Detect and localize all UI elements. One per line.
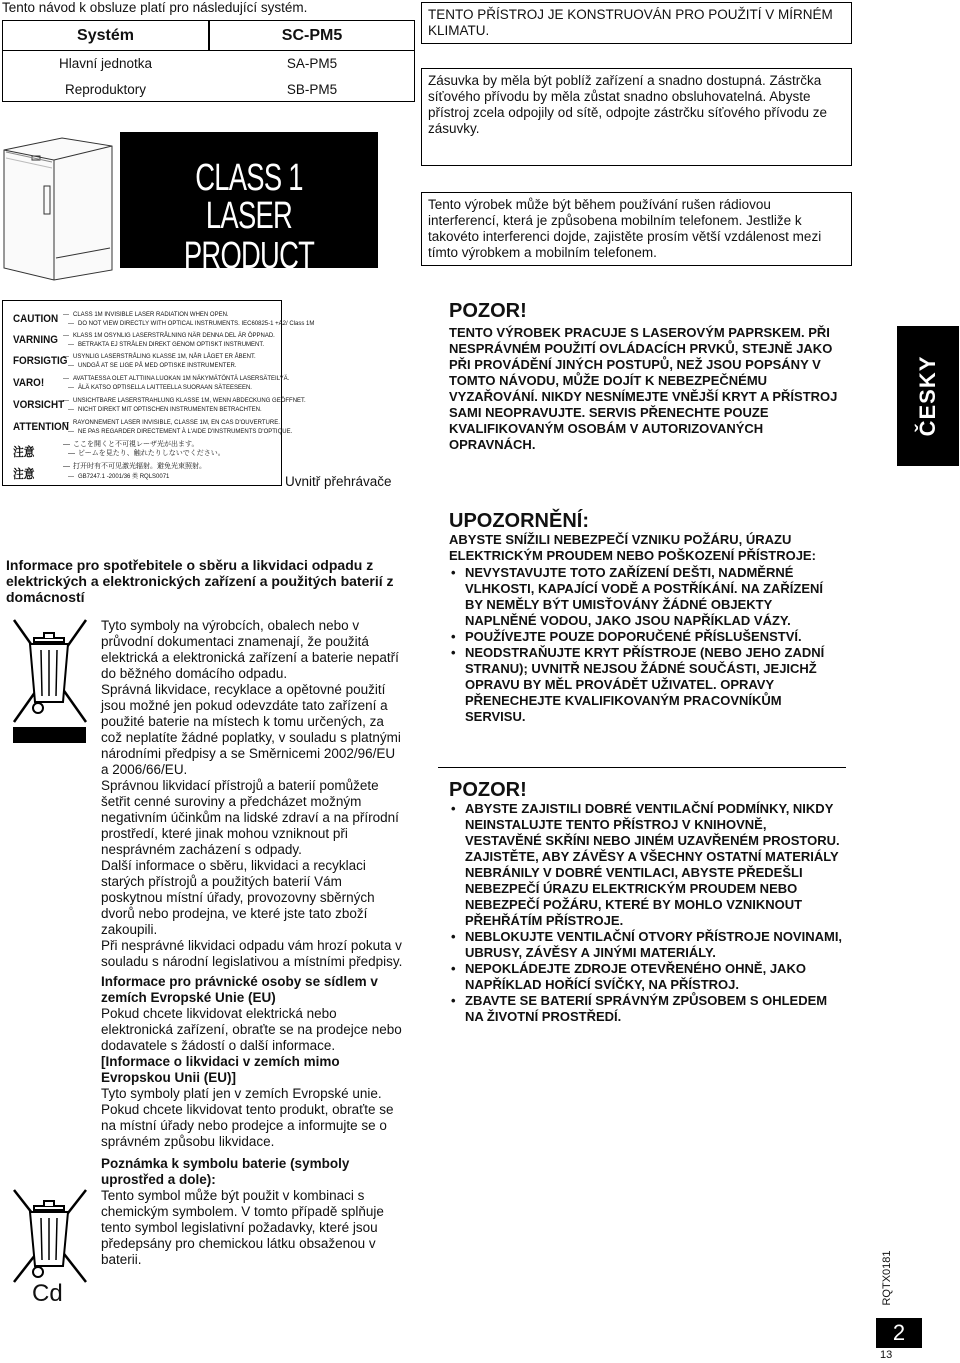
warning-key: VARNING bbox=[13, 334, 58, 346]
bullet: • bbox=[451, 645, 456, 660]
disposal-paragraph: Další informace o sběru, likvidaci a recyklaci starých přístrojů a použitých baterií Vám poskytnou místní úřady, provozovny sběrných dvorů nebo prodejna, ve které jste tato zboží zakoupili. bbox=[101, 858, 375, 937]
interference-notice-text: Tento výrobek může být během používání rušen rádiovou interferencí, která je způsobena mobilním telefonem. Jestliže k takovéto interferenci dojde, zajistěte prosím větší vzdálenost mezi tímto výrobkem a mobilním telefonem. bbox=[428, 197, 822, 260]
cd-chemical-symbol: Cd bbox=[32, 1280, 63, 1307]
crossed-bin-icon bbox=[10, 616, 90, 726]
warning-line: — RAYONNEMENT LASER INVISIBLE, CLASSE 1M, EN CAS D'OUVERTURE. bbox=[73, 419, 280, 427]
disposal-paragraph: Správnou likvidací přístrojů a baterií pomůžete šetřit cenné suroviny a předcházet možným negativním účinkům na lidské zdraví a na přírodní prostředí, které jinak mohou vzniknout při nesprávném zacházení s odpady. bbox=[101, 778, 399, 857]
outlet-notice-text: Zásuvka by měla být poblíž zařízení a snadno dostupná. Zástrčka síťového přívodu by měla zůstat snadno obsluhovatelná. Abyste přístroj zcela odpojily od sítě, odpojte zástrčku síťového přívodu ze zásuvky. bbox=[428, 73, 828, 136]
warning-key: VARO! bbox=[13, 377, 45, 389]
upozorneni-list bbox=[449, 565, 844, 725]
warning-line: — UNDGÅ AT SE LIGE PÅ MED OPTISKE INSTRUMENTER. bbox=[78, 362, 236, 370]
list-item-text: ZBAVTE SE BATERIÍ SPRÁVNÝM ZPŮSOBEM S OHLEDEM NA ŽIVOTNÍ PROSTŘEDÍ. bbox=[465, 993, 828, 1024]
list-item bbox=[449, 645, 844, 725]
system-header-label: Systém bbox=[77, 27, 134, 44]
system-row-value: SB-PM5 bbox=[286, 82, 338, 97]
warning-line: — NICHT DIREKT MIT OPTISCHEN INSTRUMENTEN BETRACHTEN. bbox=[78, 406, 262, 414]
disposal-heading: Informace pro právnické osoby se sídlem v zemích Evropské Unie (EU) bbox=[101, 974, 378, 1005]
disposal-heading: [Informace o likvidaci v zemích mimo Evropskou Unii (EU)] bbox=[101, 1054, 340, 1085]
disposal-paragraph: Při nesprávné likvidaci odpadu vám hrozí pokuta v souladu s národní legislativou a místními předpisy. bbox=[101, 938, 403, 969]
warning-line: — KLASS 1M OSYNLIG LASERSTRÅLNING NÄR DENNA DEL ÄR ÖPPNAD. bbox=[73, 332, 275, 340]
bullet: • bbox=[451, 629, 456, 644]
list-item-text: NEVYSTAVUJTE TOTO ZAŘÍZENÍ DEŠTI, NADMĚRNÉ VLHKOSTI, KAPAJÍCÍ VODĚ A POSTŘÍKÁNÍ. NA ZAŘÍZENÍ BY NEMĚLY BÝT UMISŤOVÁNY ŽÁDNÉ OBJEKTY NAPLNĚNÉ VODOU, JAKO JSOU NAPŘÍKLAD VÁZY. bbox=[465, 565, 824, 628]
list-item-text: POUŽÍVEJTE POUZE DOPORUČENÉ PŘÍSLUŠENSTVÍ. bbox=[465, 629, 802, 644]
bin-underline-bar bbox=[13, 727, 86, 743]
warning-line: — GB7247.1 -2001/36 类 RQLS0071 bbox=[78, 473, 169, 481]
crossed-battery-bin-icon bbox=[10, 1186, 90, 1286]
warning-line: — NE PAS REGARDER DIRECTEMENT À L'AIDE D'INSTRUMENTS D'OPTIQUE. bbox=[78, 428, 292, 436]
laser-warning-label bbox=[2, 300, 315, 486]
warning-line: — ビームを見たり、触れたりしないでください。 bbox=[78, 450, 225, 458]
climate-notice-box bbox=[421, 2, 852, 44]
system-table-header bbox=[3, 21, 414, 51]
disposal-paragraph: Tyto symboly platí jen v zemích Evropské unie. Pokud chcete likvidovat tento produkt, obraťte se na místní úřady nebo prodejce a informujte se o správném způsobu likvidace. bbox=[101, 1086, 394, 1149]
warning-line: — CLASS 1M INVISIBLE LASER RADIATION WHEN OPEN. bbox=[73, 311, 229, 319]
upozorneni-title: UPOZORNĚNÍ: bbox=[449, 510, 589, 532]
section-divider bbox=[438, 767, 846, 768]
page-number: 13 bbox=[880, 1349, 893, 1361]
list-item-text: NEPOKLÁDEJTE ZDROJE OTEVŘENÉHO OHNĚ, JAKO NAPŘÍKLAD HOŘÍCÍ SVÍČKY, NA PŘÍSTROJ. bbox=[465, 961, 806, 992]
pozor-list bbox=[449, 801, 844, 1025]
system-row-value: SA-PM5 bbox=[286, 56, 338, 71]
system-header-model: SC-PM5 bbox=[281, 27, 343, 44]
bullet: • bbox=[451, 929, 456, 944]
list-item bbox=[449, 629, 844, 645]
disposal-paragraph: Správná likvidace, recyklace a opětovné použití jsou možné jen pokud odevzdáte tato zařízení a použité baterie na místech k tomu určených, za což neplatíte žádné poplatky, v souladu s platnými národními předpisy a se Směrnicemi 2002/96/EU a 2006/66/EU. bbox=[101, 682, 401, 777]
list-item-text: NEBLOKUJTE VENTILAČNÍ OTVORY PŘÍSTROJE NOVINAMI, UBRUSY, ZÁVĚSY A JINÝMI MATERIÁLY. bbox=[465, 929, 843, 960]
warning-line: — AVATTAESSA OLET ALTTIINA LUOKAN 1M NÄKYMÄTÖNTÄ LASERSÄTEILYÄ. bbox=[73, 375, 289, 383]
pozor-title: POZOR! bbox=[449, 300, 527, 322]
pozor-title: POZOR! bbox=[449, 779, 527, 801]
warning-line: — ÄLÄ KATSO OPTISELLA LAITTEELLA SUORAAN SÄTEESEEN. bbox=[78, 384, 252, 392]
intro-text: Tento návod k obsluze platí pro následující systém. bbox=[2, 0, 308, 15]
system-row-label: Reproduktory bbox=[64, 82, 147, 97]
system-row-label: Hlavní jednotka bbox=[58, 56, 153, 71]
laser-label-line2: LASER PRODUCT bbox=[183, 195, 315, 277]
warning-key: FORSIGTIG bbox=[13, 355, 68, 367]
page-box: 2 bbox=[876, 1318, 922, 1348]
list-item-text: NEODSTRAŇUJTE KRYT PŘÍSTROJE (NEBO JEHO ZADNÍ STRANU); UVNITŘ NEJSOU ŽÁDNÉ SOUČÁSTI, JEJICHŽ OPRAVU BY MĚL PROVÁDĚT UŽIVATEL. OPRAVY PŘENECHEJTE KVALIFIKOVANÝM PRACOVNÍKŮM SERVISU. bbox=[465, 645, 825, 724]
disposal-title: Informace pro spotřebitele o sběru a likvidaci odpadu z elektrických a elektronických zařízení a použitých baterií z domácností bbox=[6, 557, 394, 605]
pozor-laser-text: TENTO VÝROBEK PRACUJE S LASEROVÝM PAPRSKEM. PŘI NESPRÁVNÉM POUŽITÍ OVLÁDACÍCH PRVKŮ, STEJNĚ JAKO PŘI PROVÁDĚNÍ JINÝCH POSTUPŮ, NEŽ JSOU POPSÁNY V TOMTO NÁVODU, MŮŽE DOJÍT K NEBEZPEČNÉMU VYZAŘOVÁNÍ. NIKDY NESNÍMEJTE VNĚJŠÍ KRYT A PŘÍSTROJ SAMI NEOPRAVUJTE. SERVIS PŘENECHTE POUZE KVALIFIKOVANÝM OSOBÁM V AUTORIZOVANÝCH OPRAVNÁCH. bbox=[449, 325, 838, 452]
bullet: • bbox=[451, 565, 456, 580]
interference-notice-box bbox=[421, 192, 852, 266]
list-item bbox=[449, 929, 844, 961]
language-tab bbox=[897, 326, 959, 466]
player-illustration bbox=[2, 108, 122, 283]
disposal-paragraph: Pokud chcete likvidovat elektrická nebo elektronická zařízení, obraťte se na prodejce nebo dodavatele s žádostí o další informace. bbox=[101, 1006, 402, 1053]
warning-line: — DO NOT VIEW DIRECTLY WITH OPTICAL INSTRUMENTS. IEC60825-1 +A2/ Class 1M bbox=[78, 320, 314, 328]
warning-key: ATTENTION bbox=[13, 421, 69, 433]
system-table bbox=[2, 20, 415, 102]
document-code-text: RQTX0181 bbox=[881, 1250, 893, 1306]
disposal-paragraph: Tyto symboly na výrobcích, obalech nebo v průvodní dokumentaci znamenají, že použitá elektrická a elektronická zařízení a baterie nepatří do běžného domácího odpadu. bbox=[101, 618, 399, 681]
warning-key: CAUTION bbox=[13, 313, 59, 325]
outlet-notice-box bbox=[421, 68, 852, 166]
bullet: • bbox=[451, 993, 456, 1008]
list-item bbox=[449, 961, 844, 993]
warning-line: — 打开时有不可见激光辐射。避免光束照射。 bbox=[73, 463, 206, 471]
warning-line: — BETRAKTA EJ STRÅLEN DIREKT GENOM OPTISKT INSTRUMENT. bbox=[78, 341, 264, 349]
upozorneni-intro: ABYSTE SNÍŽILI NEBEZPEČÍ VZNIKU POŽÁRU, ÚRAZU ELEKTRICKÝM PROUDEM NEBO POŠKOZENÍ PŘÍSTROJE: bbox=[449, 532, 816, 563]
disposal-paragraph: Tento symbol může být použit v kombinaci s chemickým symbolem. V tomto případě splňuje tento symbol legislativní požadavky, které jsou předepsány pro chemickou látku obsaženou v baterii. bbox=[101, 1188, 384, 1267]
document-code bbox=[872, 1248, 902, 1308]
list-item bbox=[449, 801, 844, 929]
climate-notice-text: TENTO PŘÍSTROJ JE KONSTRUOVÁN PRO POUŽITÍ V MÍRNÉM KLIMATU. bbox=[428, 7, 833, 38]
bullet: • bbox=[451, 801, 456, 816]
warning-line: — USYNLIG LASERSTRÅLING KLASSE 1M, NÅR LÅGET ER ÅBENT. bbox=[73, 353, 256, 361]
list-item-text: ABYSTE ZAJISTILI DOBRÉ VENTILAČNÍ PODMÍNKY, NIKDY NEINSTALUJTE TENTO PŘÍSTROJ V KNIHOVNĚ, VESTAVĚNÉ SKŘÍNI NEBO JINÉM UZAVŘENÉM PROSTORU. ZAJISTĚTE, ABY ZÁVĚSY A VŠECHNY OSTATNÍ MATERIÁLY NEBRÁNILY V DOBRÉ VENTILACI, ABYSTE PŘEDEŠLI NEBEZPEČÍ ÚRAZU ELEKTRICKÝM PROUDEM NEBO NEBEZPEČÍ POŽÁRU, KTERÉ BY MOHLO VZNIKNOUT PŘEHŘÁTÍM PŘÍSTROJE. bbox=[465, 801, 840, 928]
class1-laser-label bbox=[120, 132, 378, 277]
warning-key: 注意 bbox=[13, 445, 35, 459]
language-tab-label: ČESKY bbox=[915, 355, 940, 437]
disposal-body bbox=[101, 618, 406, 1268]
laser-label-line1: CLASS 1 bbox=[195, 157, 303, 199]
warning-line: — ここを開くと不可視レーザ光が出ます。 bbox=[73, 441, 198, 449]
inside-player-caption: Uvnitř přehrávače bbox=[285, 474, 392, 489]
bullet: • bbox=[451, 961, 456, 976]
disposal-heading: Poznámka k symbolu baterie (symboly uprostřed a dole): bbox=[101, 1156, 350, 1187]
list-item bbox=[449, 565, 844, 629]
warning-line: — UNSICHTBARE LASERSTRAHLUNG KLASSE 1M, WENN ABDECKUNG GEÖFFNET. bbox=[73, 397, 306, 405]
list-item bbox=[449, 993, 844, 1025]
warning-key: 注意 bbox=[13, 467, 35, 481]
warning-key: VORSICHT bbox=[13, 399, 65, 411]
